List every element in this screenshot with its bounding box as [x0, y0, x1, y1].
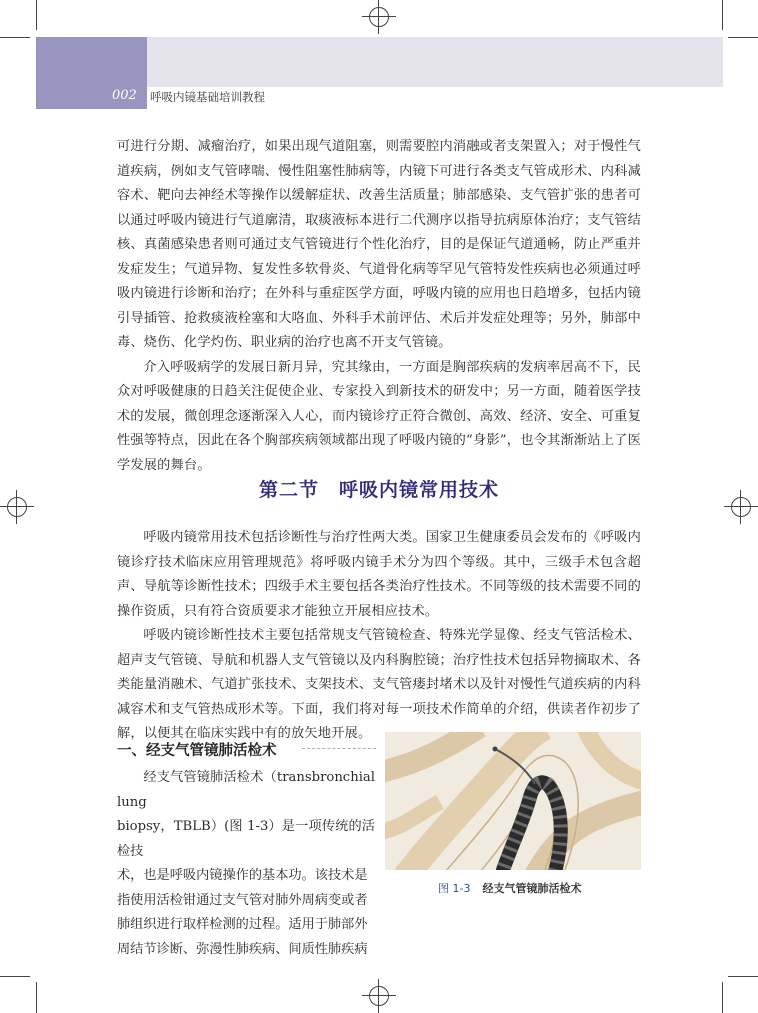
- text-line: 经支气管镜肺活检术（transbronchial lung: [117, 770, 375, 810]
- crop-mark: [0, 37, 30, 38]
- subsection-heading: 一、经支气管镜肺活检术: [117, 743, 277, 759]
- text-line: biopsy，TBLB）(图 1-3）是一项传统的活检技: [117, 819, 375, 859]
- bronchoscope-illustration-icon: [385, 732, 641, 870]
- crop-mark: [728, 976, 758, 977]
- registration-mark-icon: [362, 979, 396, 1013]
- text-line: 肺组织进行取样检测的过程。适用于肺部外: [117, 917, 368, 932]
- figure-caption-text: 经支气管镜肺活检术: [482, 882, 582, 895]
- section-title: 第二节 呼吸内镜常用技术: [258, 479, 499, 501]
- registration-mark-icon: [362, 0, 396, 34]
- subsection-text: [117, 766, 375, 962]
- paragraph: 可进行分期、减瘤治疗，如果出现气道阻塞，则需要腔内消融或者支架置入；对于慢性气道疾病，例如支气管哮喘、慢性阻塞性肺病等，内镜下可进行各类支气管成形术、内科减容术、靶向去神经术等操作以缓解症状、改善生活质量；肺部感染、支气管扩张的患者可以通过呼吸内镜进行气道廓清，取痰液标本进行二代测序以指导抗病原体治疗；支气管结核、真菌感染患者则可通过支气管镜进行个性化治疗，目的是保证气道通畅，防止严重并发症发生；气道异物、复发性多软骨炎、气道骨化病等罕见气管特发性疾病也必须通过呼吸内镜进行诊断和治疗；在外科与重症医学方面，呼吸内镜的应用也日趋增多，包括内镜引导插管、抢救痰液栓塞和大咯血、外科手术前评估、术后并发症处理等；另外，肺部中毒、烧伤、化学灼伤、职业病的治疗也离不开支气管镜。: [117, 139, 641, 350]
- crop-mark: [722, 0, 723, 30]
- body-text-top: [117, 135, 641, 478]
- crop-mark: [722, 982, 723, 1013]
- page-number: 002: [112, 88, 137, 103]
- paragraph: 介入呼吸病学的发展日新月异，究其缘由，一方面是胸部疾病的发病率居高不下，民众对呼吸健康的日趋关注促使企业、专家投入到新技术的研发中；另一方面，随着医学技术的发展，微创理念逐渐深入人心，而内镜诊疗正符合微创、高效、经济、安全、可重复性强等特点，因此在各个胸部疾病领域都出现了呼吸内镜的“身影”，也令其渐渐站上了医学发展的舞台。: [117, 359, 641, 473]
- paragraph: 呼吸内镜常用技术包括诊断性与治疗性两大类。国家卫生健康委员会发布的《呼吸内镜诊疗技术临床应用管理规范》将呼吸内镜手术分为四个等级。其中，三级手术包含超声、导航等诊断性技术；四级手术主要包括各类治疗性技术。不同等级的技术需要不同的操作资质，只有符合资质要求才能独立开展相应技术。: [117, 530, 641, 619]
- figure-number: 图 1-3: [438, 882, 471, 895]
- crop-mark: [36, 982, 37, 1013]
- running-head: 呼吸内镜基础培训教程: [150, 90, 265, 104]
- crop-mark: [36, 0, 37, 30]
- paragraph: 呼吸内镜诊断性技术主要包括常规支气管镜检查、特殊光学显像、经支气管活检术、超声支气管镜、导航和机器人支气管镜以及内科胸腔镜；治疗性技术包括异物摘取术、各类能量消融术、气道扩张技术、支架技术、支气管瘘封堵术以及针对慢性气道疾病的内科减容术和支气管热成形术等。下面，我们将对每一项技术作简单的介绍，供读者作初步了解，以便其在临床实践中有的放矢地开展。: [117, 628, 641, 741]
- crop-mark: [0, 976, 30, 977]
- heading-divider: [302, 748, 376, 749]
- crop-mark: [728, 37, 758, 38]
- text-line: 指使用活检钳通过支气管对肺外周病变或者: [117, 892, 368, 908]
- text-line: 周结节诊断、弥漫性肺疾病、间质性肺疾病: [117, 941, 368, 957]
- figure-caption: [438, 880, 581, 896]
- body-text-section: [117, 526, 641, 747]
- bronchoscope-illustration: [385, 732, 641, 870]
- text-line: 术，也是呼吸内镜操作的基本功。该技术是: [117, 868, 368, 883]
- header-band: [147, 37, 723, 87]
